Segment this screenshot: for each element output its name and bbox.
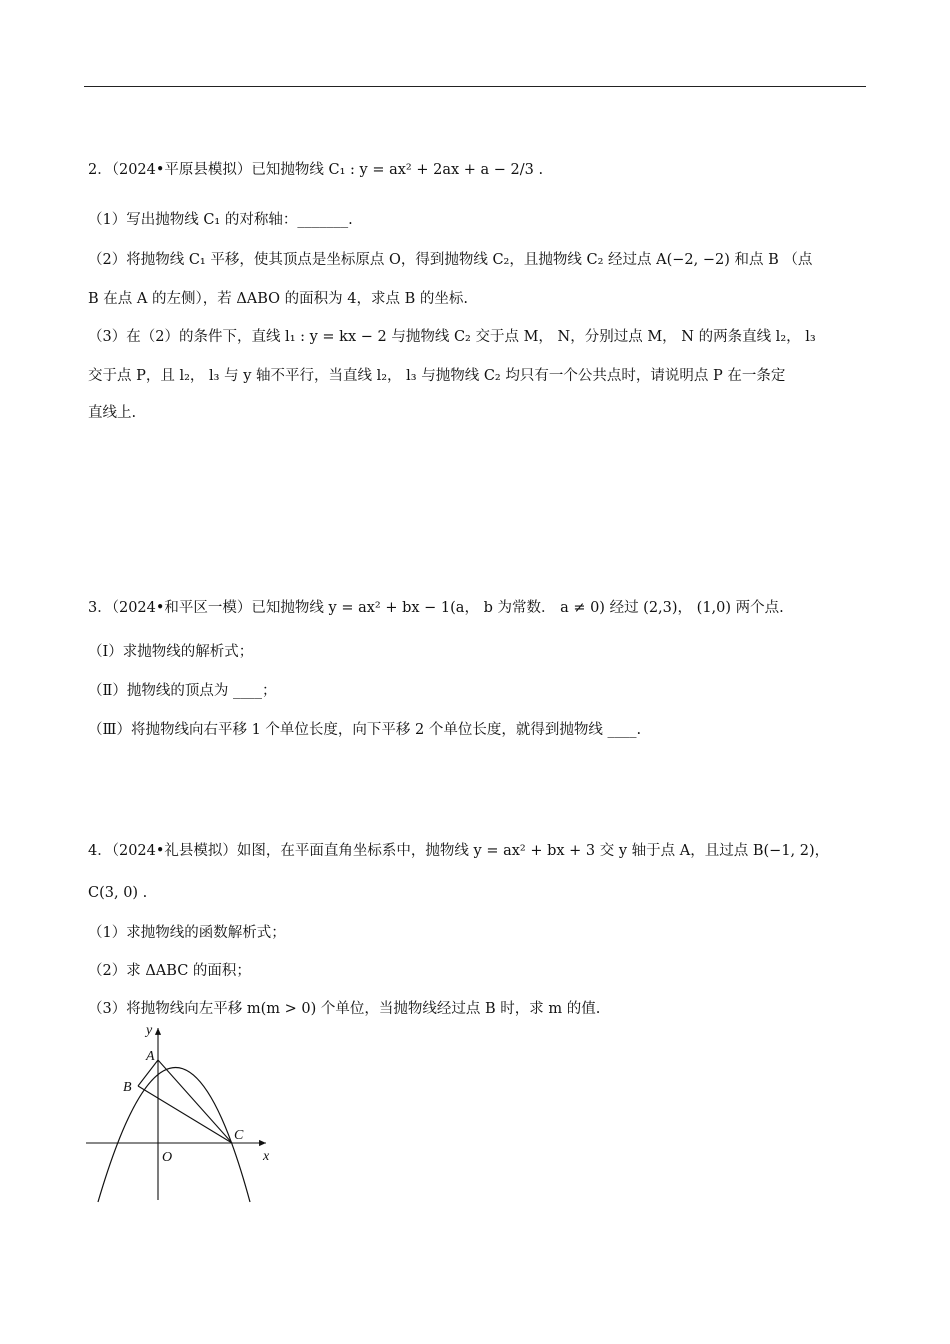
label-A: A bbox=[146, 1049, 155, 1064]
problem-3-title: 3．（2024•和平区一模）已知抛物线 y = ax² + bx − 1(a， b 为常数． a ≠ 0) 经过 (2,3)， (1,0) 两个点. bbox=[88, 600, 784, 616]
problem-4-title: 4．（2024•礼县模拟）如图，在平面直角坐标系中，抛物线 y = ax² + bx + 3 交 y 轴于点 A，且过点 B(−1, 2)， bbox=[88, 843, 830, 859]
problem-4-part-2: （2）求 ΔABC 的面积； bbox=[88, 963, 251, 979]
problem-4-title-cont: C(3, 0) . bbox=[88, 885, 148, 901]
problem-3-part-1: （Ⅰ）求抛物线的解析式； bbox=[88, 644, 254, 660]
segment-BC bbox=[138, 1086, 232, 1143]
parabola-curve bbox=[98, 1068, 250, 1203]
problem-2-part-3-end: 直线上. bbox=[88, 405, 137, 421]
problem-2-title: 2．（2024•平原县模拟）已知抛物线 C₁ : y = ax² + 2ax + a − 2/3 . bbox=[88, 162, 544, 178]
problem-4-part-1: （1）求抛物线的函数解析式； bbox=[88, 925, 286, 941]
problem-3-part-2: （Ⅱ）抛物线的顶点为 ____； bbox=[88, 683, 277, 699]
label-O: O bbox=[162, 1150, 173, 1165]
label-C: C bbox=[234, 1128, 244, 1143]
problem-2-part-3: （3）在（2）的条件下，直线 l₁ : y = kx − 2 与抛物线 C₂ 交于点 M， N，分别过点 M， N 的两条直线 l₂， l₃ bbox=[88, 329, 816, 345]
problem-4-part-3: （3）将抛物线向左平移 m(m > 0) 个单位，当抛物线经过点 B 时，求 m 的值. bbox=[88, 1001, 601, 1017]
parabola-figure bbox=[82, 1018, 282, 1208]
header-rule bbox=[84, 86, 866, 87]
segment-AC bbox=[158, 1060, 232, 1143]
label-x: x bbox=[263, 1149, 270, 1164]
problem-2-part-3-cont: 交于点 P，且 l₂， l₃ 与 y 轴不平行，当直线 l₂， l₃ 与抛物线 C₂ 均只有一个公共点时，请说明点 P 在一条定 bbox=[88, 368, 786, 384]
label-B: B bbox=[123, 1080, 132, 1095]
label-y: y bbox=[146, 1023, 153, 1038]
problem-3-part-3: （Ⅲ）将抛物线向右平移 1 个单位长度，向下平移 2 个单位长度，就得到抛物线 ____. bbox=[88, 722, 642, 738]
problem-2-part-2-cont: B 在点 A 的左侧），若 ΔABO 的面积为 4，求点 B 的坐标. bbox=[88, 291, 468, 307]
problem-2-part-1: （1）写出抛物线 C₁ 的对称轴：_______. bbox=[88, 212, 353, 228]
problem-2-part-2: （2）将抛物线 C₁ 平移，使其顶点是坐标原点 O，得到抛物线 C₂，且抛物线 C₂ 经过点 A(−2, −2) 和点 B （点 bbox=[88, 252, 813, 268]
